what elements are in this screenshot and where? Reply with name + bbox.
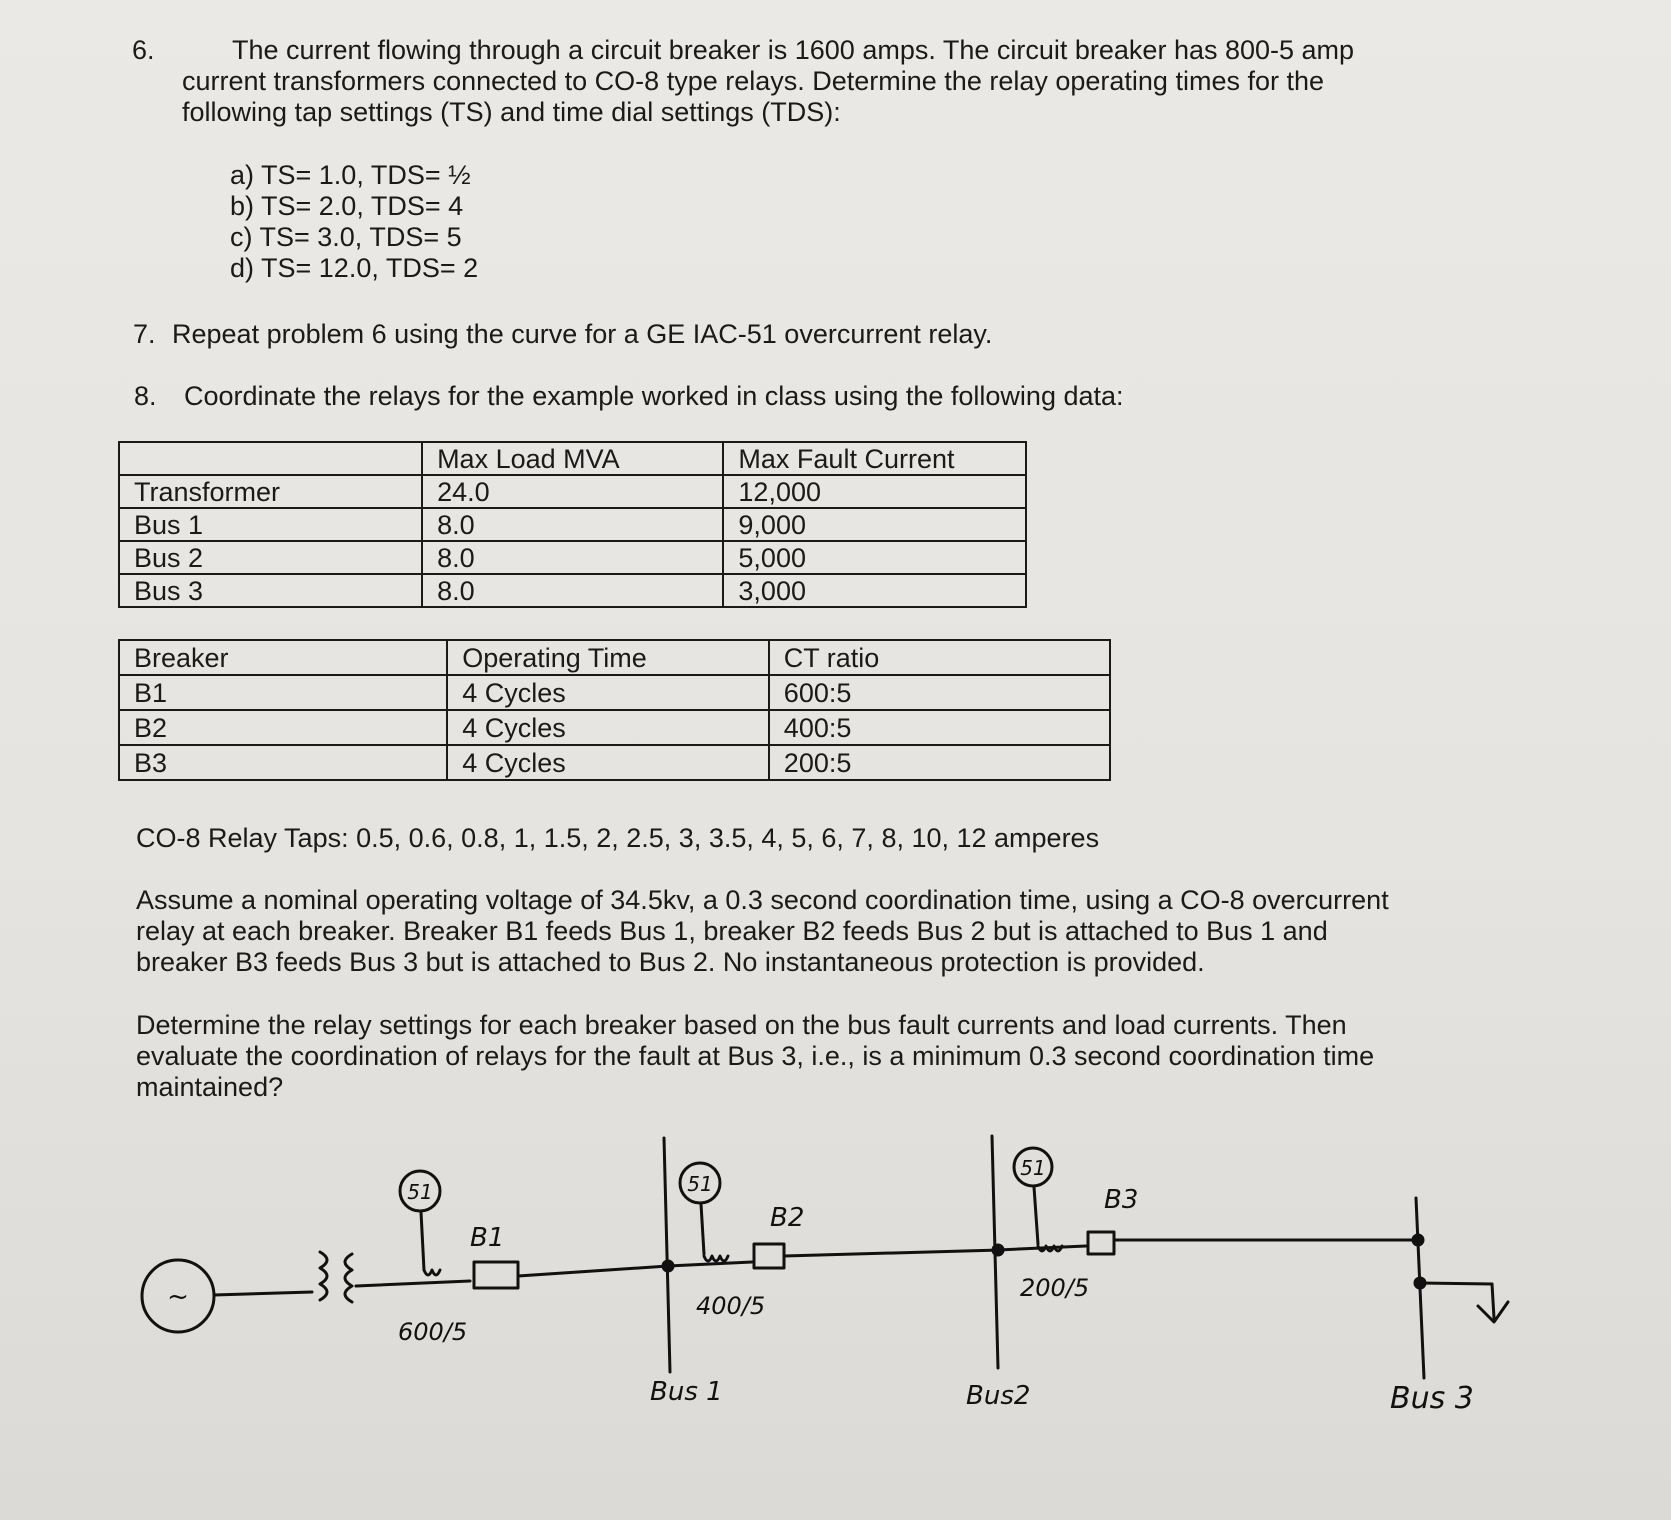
transformer-secondary-icon xyxy=(345,1254,352,1302)
problem-6-number: 6. xyxy=(132,35,155,65)
bus-1-bar xyxy=(664,1138,670,1372)
source-symbol: ~ xyxy=(167,1282,189,1312)
table-cell: Bus 1 xyxy=(119,508,422,541)
problem-8-text: Coordinate the relays for the example worked in class using the following data: xyxy=(184,381,1124,411)
breaker-b1-icon xyxy=(474,1262,518,1288)
problem-6-line-1: The current flowing through a circuit breaker is 1600 amps. The circuit breaker has 800-5 amp xyxy=(232,35,1355,65)
ct-b3-ratio: 200/5 xyxy=(1020,1274,1090,1302)
fault-line xyxy=(1420,1283,1492,1284)
assume-line-1: Assume a nominal operating voltage of 34.5kv, a 0.3 second coordination time, using a CO-8 overcurrent xyxy=(136,885,1389,915)
table-cell: Bus 3 xyxy=(119,574,422,607)
bus-3-node xyxy=(1413,1235,1423,1245)
assume-line-3: breaker B3 feeds Bus 3 but is attached to Bus 2. No instantaneous protection is provided. xyxy=(136,947,1205,977)
fault-drop xyxy=(1492,1284,1494,1318)
bus-3-label: Bus 3 xyxy=(1390,1381,1474,1416)
problem-7-number: 7. xyxy=(133,319,156,349)
relay-b3-lead xyxy=(1034,1187,1038,1244)
transformer-primary-icon xyxy=(320,1252,327,1300)
table-cell: B2 xyxy=(119,710,447,745)
ct-b1-ratio: 600/5 xyxy=(398,1318,468,1346)
table-cell: 600:5 xyxy=(769,675,1110,710)
problem-7-text: Repeat problem 6 using the curve for a GE IAC-51 overcurrent relay. xyxy=(172,319,993,349)
table-header-cell: Breaker xyxy=(119,640,447,675)
relay-taps-text: CO-8 Relay Taps: 0.5, 0.6, 0.8, 1, 1.5, 2, 2.5, 3, 3.5, 4, 5, 6, 7, 8, 10, 12 amperes xyxy=(136,823,1100,853)
ct-b2-ratio: 400/5 xyxy=(696,1292,766,1320)
table-cell: 200:5 xyxy=(769,745,1110,780)
determine-line-2: evaluate the coordination of relays for the fault at Bus 3, i.e., is a minimum 0.3 second coordination time xyxy=(136,1041,1375,1071)
assume-line-2: relay at each breaker. Breaker B1 feeds Bus 1, breaker B2 feeds Bus 2 but is attached to Bus 1 and xyxy=(136,916,1328,946)
problem-6-item-a: a) TS= 1.0, TDS= ½ xyxy=(230,160,471,190)
ct-b1-icon xyxy=(424,1270,440,1275)
table-cell: Bus 2 xyxy=(119,541,422,574)
table-cell: 8.0 xyxy=(422,541,723,574)
problem-6-line-2: current transformers connected to CO-8 type relays. Determine the relay operating times for the xyxy=(182,66,1325,96)
relay-b1-lead xyxy=(421,1212,424,1270)
table-cell: 8.0 xyxy=(422,574,723,607)
problem-6-item-d: d) TS= 12.0, TDS= 2 xyxy=(230,253,479,283)
problem-6-item-b: b) TS= 2.0, TDS= 4 xyxy=(230,191,464,221)
breaker-b2-label: B2 xyxy=(770,1203,805,1233)
relay-b3-label: 51 xyxy=(1020,1156,1046,1180)
table-cell: 9,000 xyxy=(723,508,1026,541)
table-cell: 400:5 xyxy=(769,710,1110,745)
feeder-line-2 xyxy=(518,1266,668,1276)
table-cell: 5,000 xyxy=(723,541,1026,574)
problem-8-number: 8. xyxy=(134,381,157,411)
table-cell: B3 xyxy=(119,745,447,780)
feeder-line-3 xyxy=(668,1262,752,1266)
breaker-b1-label: B1 xyxy=(470,1223,505,1253)
feeder-line-4 xyxy=(784,1250,1000,1256)
table-cell: 8.0 xyxy=(422,508,723,541)
breaker-b3-icon xyxy=(1088,1232,1114,1254)
table-cell: 12,000 xyxy=(723,475,1026,508)
table-cell: Transformer xyxy=(119,475,422,508)
bus-2-label: Bus2 xyxy=(966,1381,1031,1411)
table-header-cell: Max Load MVA xyxy=(422,442,723,475)
table-cell: 4 Cycles xyxy=(447,710,769,745)
table-header-cell: Operating Time xyxy=(447,640,769,675)
table-cell: 24.0 xyxy=(422,475,723,508)
table-cell: 4 Cycles xyxy=(447,675,769,710)
problem-6-line-3: following tap settings (TS) and time dial settings (TDS): xyxy=(182,97,841,127)
bus-1-label: Bus 1 xyxy=(650,1377,723,1407)
relay-b2-label: 51 xyxy=(687,1172,713,1196)
feeder-line-5 xyxy=(998,1246,1086,1250)
table-cell: 3,000 xyxy=(723,574,1026,607)
problem-6-item-c: c) TS= 3.0, TDS= 5 xyxy=(230,222,462,252)
relay-b1-label: 51 xyxy=(407,1180,433,1204)
table-header-cell: Max Fault Current xyxy=(723,442,1026,475)
ct-b2-icon xyxy=(704,1256,728,1261)
breaker-b2-icon xyxy=(754,1244,784,1268)
feeder-line-1 xyxy=(356,1281,470,1286)
table-cell: 4 Cycles xyxy=(447,745,769,780)
source-line xyxy=(214,1292,312,1295)
table-cell: B1 xyxy=(119,675,447,710)
determine-line-3: maintained? xyxy=(136,1072,284,1102)
relay-b2-lead xyxy=(701,1204,704,1254)
table-header-cell: CT ratio xyxy=(769,640,1110,675)
determine-line-1: Determine the relay settings for each breaker based on the bus fault currents and load currents. Then xyxy=(136,1010,1347,1040)
breaker-b3-label: B3 xyxy=(1104,1185,1139,1215)
